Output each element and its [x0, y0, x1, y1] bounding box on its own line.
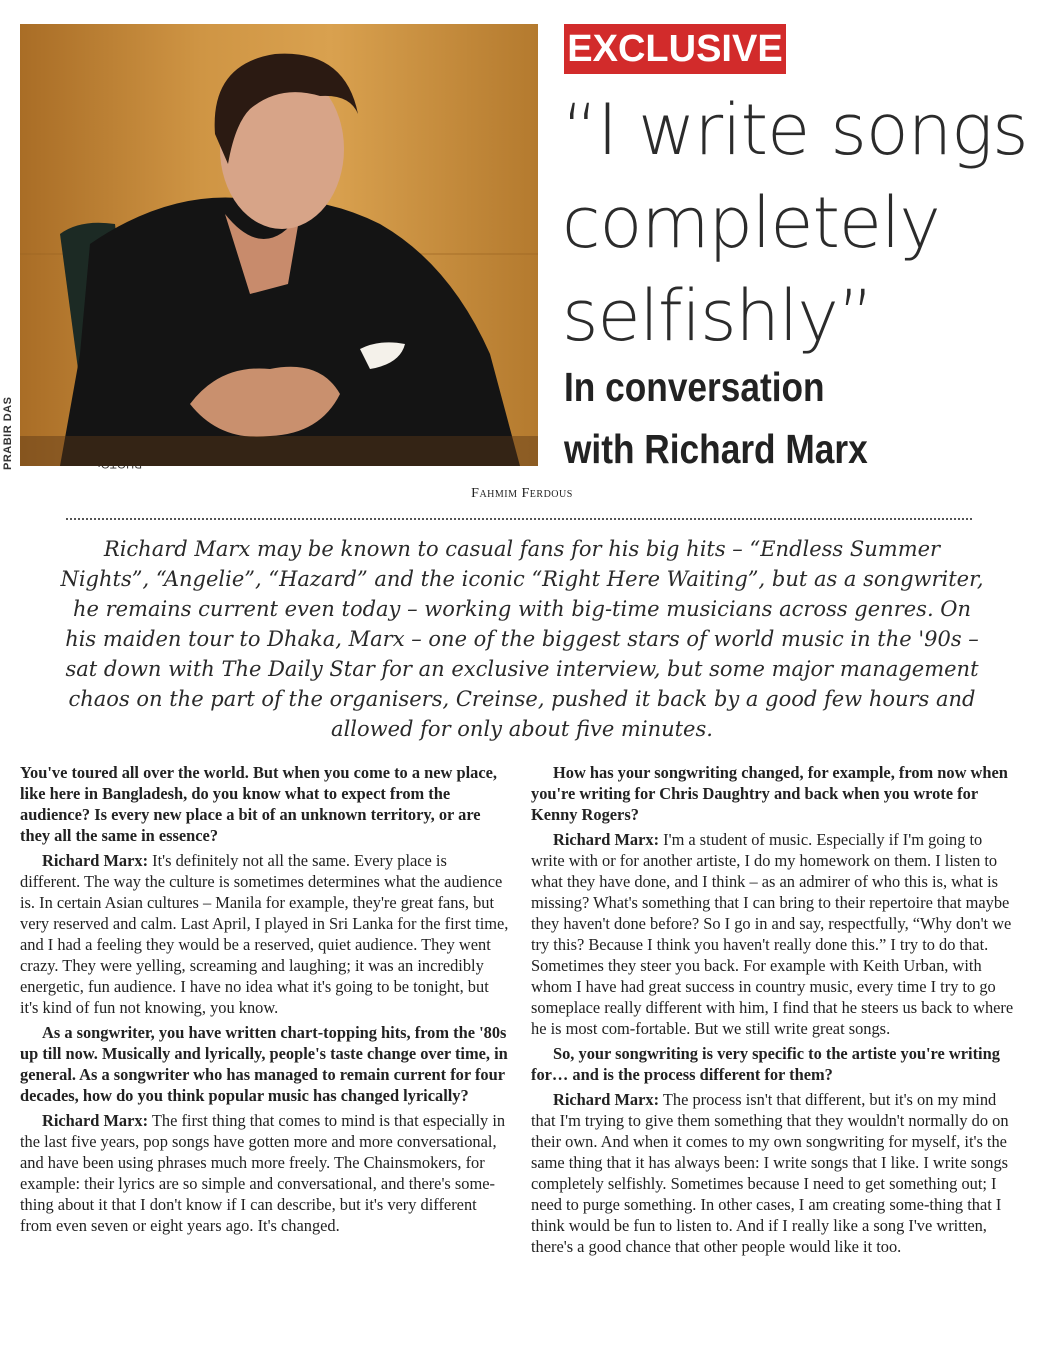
- question-3: How has your songwriting changed, for example, from now when you're writing for Chris Daughtry and back when you wrote for Kenny Rogers?: [531, 763, 1008, 824]
- byline: Fahmim Ferdous: [471, 486, 573, 501]
- question-1: You've toured all over the world. But when you come to a new place, like here in Bangladesh, do you know what to expect from the audience? Is every new place a bit of an unknown territory, or are they all the same in essence?: [20, 763, 497, 845]
- answer-2: [20, 1110, 510, 1236]
- question-2: As a songwriter, you have written chart-topping hits, from the '80s up till now. Musically and lyrically, people's taste change over time, in general. As a songwriter who has managed to remain current for four decades, how do you think popular music has changed lyrically?: [20, 1023, 508, 1105]
- deck-line-2: with Richard Marx: [564, 426, 868, 472]
- answer-4: [531, 1089, 1016, 1257]
- speaker-label: Richard Marx:: [42, 1111, 149, 1130]
- speaker-label: Richard Marx:: [42, 851, 149, 870]
- dotted-divider: [66, 518, 972, 520]
- exclusive-tag: EXCLUSIVE: [564, 24, 786, 74]
- portrait-photo: [20, 24, 538, 466]
- article-column-left: [20, 762, 510, 1240]
- deck-line-1: In conversation: [564, 364, 825, 410]
- answer-3: [531, 829, 1016, 1039]
- intro-paragraph: Richard Marx may be known to casual fans for his big hits – “Endless Summer Nights”, “Angelie”, “Hazard” and the iconic “Right Here Waiting”, but as a songwriter, he remains current even today – working with big-time musicians across genres. On his maiden tour to Dhaka, Marx – one of the biggest stars of world music in the '90s – sat down with The Daily Star for an exclusive interview, but some major management chaos on the part of the organisers, Creinse, pushed it back by a good few hours and allowed for only about five minutes.: [60, 537, 984, 741]
- question-4: So, your songwriting is very specific to the artiste you're writing for… and is the process different for them?: [531, 1044, 1000, 1084]
- photo-credit-name: PRABIR DAS: [2, 396, 14, 470]
- speaker-label: Richard Marx:: [553, 1090, 660, 1109]
- headline: “I write songs completely selfishly”: [562, 89, 1028, 357]
- answer-3-text: I'm a student of music. Especially if I'm going to write with or for another artiste, I do my homework on them. I listen to what they have done, and I think – as an admirer of who this is, what is missing? What's something that I can bring to their repertoire that maybe they haven't done before? So I go in and say, respectfully, “Why don't we try this? Because I think you haven't really done this.” I try to do that. Sometimes they steer you back. For example with Keith Urban, with whom I have had great success in country music, every time I try to go someplace really different with him, I find that he steers us back to where he is most com-fortable. But we still write great songs.: [531, 830, 1014, 1038]
- deck: [564, 356, 968, 480]
- speaker-label: Richard Marx:: [553, 830, 660, 849]
- photo-credit: [2, 330, 16, 470]
- portrait-illustration: [20, 24, 538, 466]
- article-column-right: [531, 762, 1016, 1261]
- answer-4-text: The process isn't that different, but it's on my mind that I'm trying to give them something that they wouldn't normally do on their own. And when it comes to my own songwriting for myself, it's the same thing that it has always been: I write songs that I like. I write songs completely selfishly. Sometimes because I need to get something out; I need to purge something. In other cases, I am creating some-thing that I think would be fun to listen to. And if I really like a song I've written, there's a good chance that other people would like it too.: [531, 1090, 1009, 1256]
- answer-1-text: It's definitely not all the same. Every place is different. The way the culture is sometimes determines what the audience is. In certain Asian cultures – Manila for example, they're great fans, but very reserved and calm. Last April, I played in Sri Lanka for the first time, and I had a feeling they would be a reserved, quiet audience. They went crazy. They were yelling, screaming and laughing; it was an incredibly energetic, fun audience. I have no idea what it's going to be tonight, but it's kind of fun not knowing, you know.: [20, 851, 509, 1017]
- answer-1: [20, 850, 510, 1018]
- answer-2-text: The first thing that comes to mind is that especially in the last five years, pop songs have gotten more and more conversational, and have been using phrases much more freely. The Chainsmokers, for example: their lyrics are so simple and conversational, and there's some-thing about it that I don't know if I can describe, but it's very different from even seven or eight years ago. It's changed.: [20, 1111, 506, 1235]
